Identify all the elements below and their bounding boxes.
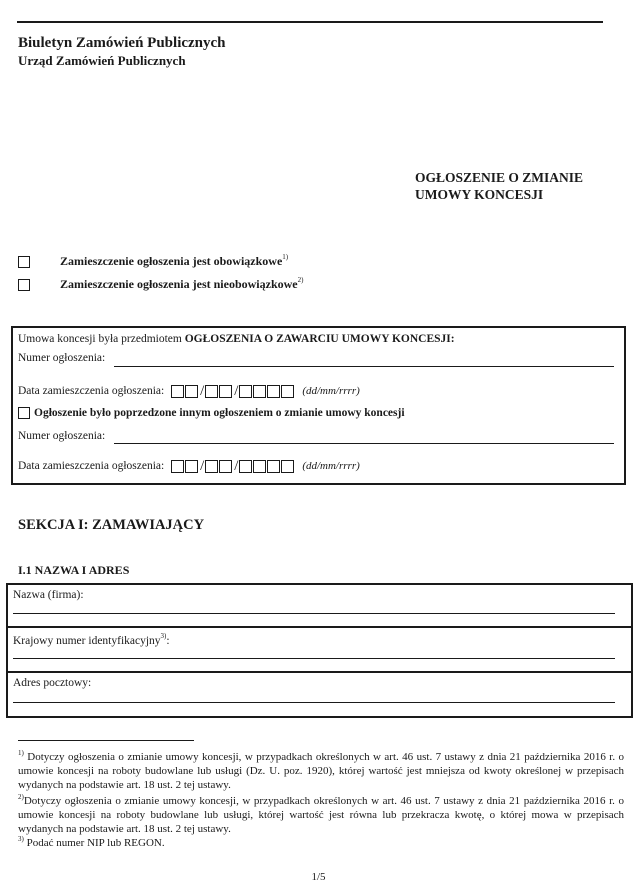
publication-date-row-2	[18, 458, 360, 475]
footnote-2-mark: 2)	[18, 793, 24, 801]
name-input[interactable]	[13, 613, 615, 614]
footnote-1	[18, 746, 624, 792]
address-label: Adres pocztowy:	[13, 677, 92, 689]
address-field-box	[6, 671, 633, 718]
footnote-3-text: Podać numer NIP lub REGON.	[26, 837, 165, 849]
option-optional[interactable]	[18, 276, 303, 292]
notice-number-field-2[interactable]	[114, 443, 614, 444]
preceded-label: Ogłoszenie było poprzedzone innym ogłoszeniem o zmianie umowy koncesji	[34, 407, 405, 419]
year-box[interactable]	[281, 385, 294, 398]
address-input[interactable]	[13, 702, 615, 703]
date-separator: /	[200, 383, 205, 399]
year-box[interactable]	[281, 460, 294, 473]
year-box[interactable]	[239, 460, 252, 473]
checkbox-optional[interactable]	[18, 279, 30, 291]
id-label-row	[13, 632, 170, 647]
day-box[interactable]	[185, 460, 198, 473]
notice-number-label: Numer ogłoszenia:	[18, 352, 106, 364]
day-box[interactable]	[185, 385, 198, 398]
date-separator: /	[234, 458, 239, 474]
year-box[interactable]	[267, 385, 280, 398]
year-box[interactable]	[267, 460, 280, 473]
month-box[interactable]	[205, 460, 218, 473]
notice-number-field[interactable]	[114, 366, 614, 367]
prior-notice-heading-prefix: Umowa koncesji była przedmiotem	[18, 333, 185, 345]
day-box[interactable]	[171, 460, 184, 473]
option-optional-label: Zamieszczenie ogłoszenia jest nieobowiązkowe	[60, 277, 298, 291]
name-field-box	[6, 583, 633, 628]
office-name: Urząd Zamówień Publicznych	[18, 53, 186, 68]
month-box[interactable]	[219, 385, 232, 398]
top-rule	[17, 21, 603, 23]
document-title	[415, 169, 583, 203]
title-line-2: UMOWY KONCESJI	[415, 187, 544, 202]
prior-notice-box	[11, 326, 626, 485]
footnote-ref-2: 2)	[297, 276, 304, 284]
section-subtitle: I.1 NAZWA I ADRES	[18, 563, 130, 577]
option-mandatory[interactable]	[18, 253, 288, 269]
footnote-1-mark: 1)	[18, 749, 24, 757]
date-separator: /	[234, 383, 239, 399]
preceded-row[interactable]	[18, 407, 405, 419]
name-label: Nazwa (firma):	[13, 589, 84, 601]
section-title: SEKCJA I: ZAMAWIAJĄCY	[18, 517, 205, 533]
date-format-hint-2: (dd/mm/rrrr)	[302, 460, 360, 473]
publication-title: Biuletyn Zamówień Publicznych	[18, 35, 226, 51]
year-box[interactable]	[239, 385, 252, 398]
footnote-ref-1: 1)	[282, 253, 289, 261]
prior-notice-heading	[18, 333, 455, 345]
publication-date-label-2: Data zamieszczenia ogłoszenia:	[18, 460, 165, 473]
date-format-hint: (dd/mm/rrrr)	[302, 385, 360, 398]
date-separator: /	[200, 458, 205, 474]
checkbox-mandatory[interactable]	[18, 256, 30, 268]
notice-number-label-2: Numer ogłoszenia:	[18, 430, 106, 442]
id-label: Krajowy numer identyfikacyjny	[13, 635, 161, 647]
footnote-ref-3: 3)	[160, 632, 167, 640]
footnote-2-text: Dotyczy ogłoszenia o zmianie umowy koncesji, w przypadkach określonych w art. 46 ust. 7 ustawy z dnia 21 października 2016 r. o umowie koncesji na roboty budowlane lub usługi, której wartość jest równa lub przekracza kwotę, o której mowa w przepisach wydanych na podstawie art. 18 ust. 2 tej ustawy.	[18, 795, 624, 835]
footnote-3-mark: 3)	[18, 835, 24, 843]
page-number: 1/5	[311, 871, 326, 883]
year-box[interactable]	[253, 385, 266, 398]
publication-date-field[interactable]	[171, 385, 295, 397]
month-box[interactable]	[219, 460, 232, 473]
title-line-1: OGŁOSZENIE O ZMIANIE	[415, 170, 584, 185]
year-box[interactable]	[253, 460, 266, 473]
footnote-3	[18, 832, 624, 850]
checkbox-preceded[interactable]	[18, 407, 30, 419]
day-box[interactable]	[171, 385, 184, 398]
month-box[interactable]	[205, 385, 218, 398]
id-field-box	[6, 626, 633, 673]
footnote-2	[18, 790, 624, 836]
publication-date-label: Data zamieszczenia ogłoszenia:	[18, 385, 165, 398]
publication-date-row	[18, 383, 360, 400]
id-input[interactable]	[13, 658, 615, 659]
publication-date-field-2[interactable]	[171, 460, 295, 472]
footnote-separator	[18, 740, 194, 741]
prior-notice-heading-bold: OGŁOSZENIA O ZAWARCIU UMOWY KONCESJI:	[184, 333, 455, 345]
id-label-colon: :	[166, 635, 170, 647]
option-mandatory-label: Zamieszczenie ogłoszenia jest obowiązkowe	[60, 254, 283, 268]
footnote-1-text: Dotyczy ogłoszenia o zmianie umowy koncesji, w przypadkach określonych w art. 46 ust. 7 ustawy z dnia 21 października 2016 r. o umowie koncesji na roboty budowlane lub usługi (Dz. U. poz. 1920), której wartość jest mniejsza od kwoty określonej w przepisach wydanych na podstawie art. 18 ust. 2 tej ustawy.	[18, 751, 625, 791]
